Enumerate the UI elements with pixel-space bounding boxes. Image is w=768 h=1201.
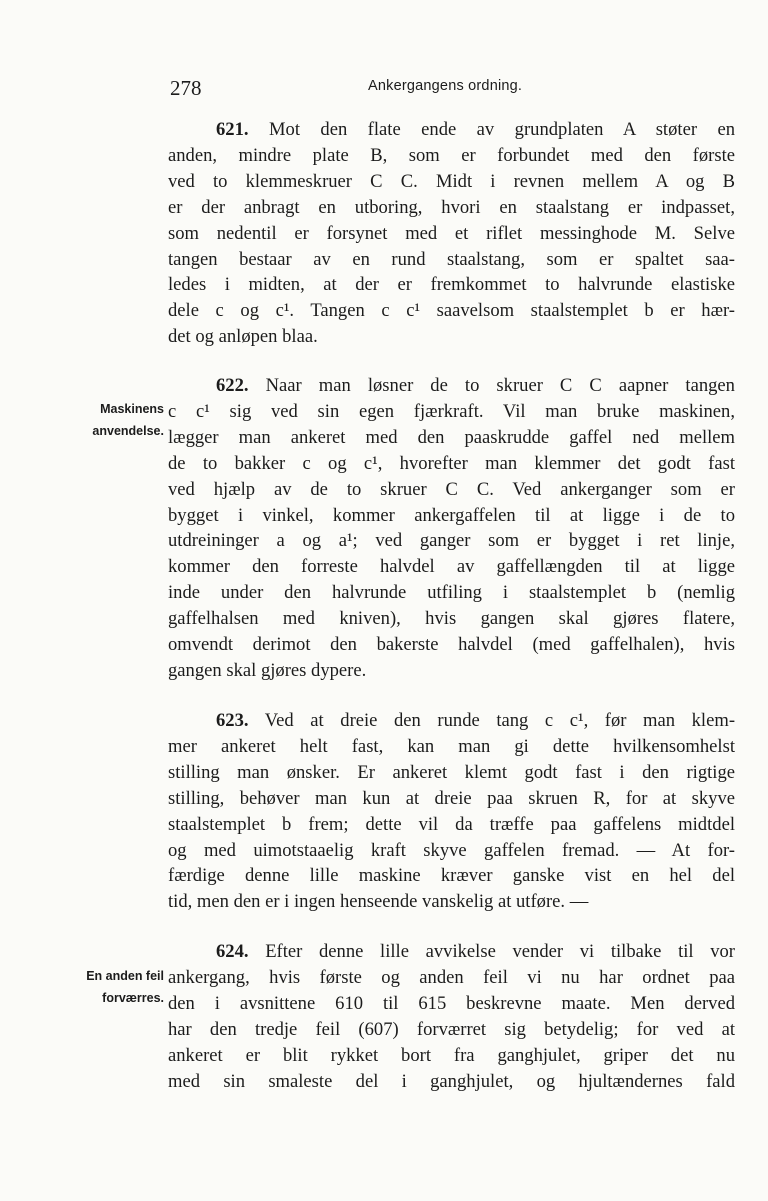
paragraph-line	[168, 373, 735, 399]
paragraph-624	[168, 939, 735, 1094]
running-title: Ankergangens ordning.	[368, 78, 523, 94]
paragraph-line: ankeret er blit rykket bort fra ganghjulet, griper det nu	[168, 1044, 735, 1066]
paragraph-623	[168, 708, 735, 915]
paragraph-line	[168, 939, 735, 965]
margin-note	[80, 398, 164, 442]
paragraph-number: 624.	[216, 941, 249, 962]
paragraph-line: kommer den forreste halvdel av gaffellængden til at ligge	[168, 556, 735, 578]
paragraph-line	[168, 117, 735, 143]
paragraph-line: færdige denne lille maskine kræver ganske vist en hel del	[168, 865, 735, 887]
paragraph-line: staalstemplet b frem; dette vil da træffe paa gaffelens midtdel	[168, 813, 735, 835]
page-number: 278	[170, 76, 202, 100]
paragraph-line: omvendt derimot den bakerste halvdel (med gaffelhalen), hvis	[168, 634, 735, 656]
paragraph-number: 622.	[216, 375, 249, 396]
margin-note-line: Maskinens	[100, 402, 164, 416]
paragraph-line: ved to klemmeskruer C C. Midt i revnen mellem A og B	[168, 170, 735, 192]
paragraph-line: lægger man ankeret med den paaskrudde gaffel ned mellem	[168, 426, 735, 448]
paragraph-line: tangen bestaar av en rund staalstang, som er spaltet saa-	[168, 248, 735, 270]
paragraph-line: gangen skal gjøres dypere.	[168, 659, 367, 681]
paragraph-line	[168, 708, 735, 734]
paragraph-line: tid, men den er i ingen henseende vanskelig at utføre. —	[168, 891, 589, 913]
paragraph-line: ledes i midten, at der er fremkommet to halvrunde elastiske	[168, 274, 735, 296]
margin-note-line: anvendelse.	[92, 424, 164, 438]
margin-note	[60, 965, 164, 1009]
paragraph-line: dele c og c¹. Tangen c c¹ saavelsom staalstemplet b er hær-	[168, 300, 735, 322]
paragraph-621	[168, 117, 735, 350]
paragraph-line: er der anbragt en utboring, hvori en staalstang er indpasset,	[168, 196, 735, 218]
paragraph-line: gaffelhalsen med kniven), hvis gangen skal gjøres flatere,	[168, 608, 735, 630]
margin-note-line: En anden feil	[86, 969, 164, 983]
paragraph-line: og med uimotstaaelig kraft skyve gaffelen fremad. — At for-	[168, 839, 735, 861]
paragraph-line: inde under den halvrunde utfiling i staalstemplet b (nemlig	[168, 582, 735, 604]
paragraph-line: ankergang, hvis første og anden feil vi nu har ordnet paa	[168, 966, 735, 988]
paragraph-622	[168, 373, 735, 684]
paragraph-number: 621.	[216, 119, 249, 140]
paragraph-text: Naar man løsner de to skruer C C aapner tangen	[265, 375, 735, 396]
paragraph-text: Mot den flate ende av grundplaten A støter en	[268, 119, 735, 140]
paragraph-line: med sin smaleste del i ganghjulet, og hjultændernes fald	[168, 1070, 735, 1092]
paragraph-line: har den tredje feil (607) forværret sig betydelig; for ved at	[168, 1018, 735, 1040]
paragraph-line: de to bakker c og c¹, hvorefter man klemmer det godt fast	[168, 452, 735, 474]
paragraph-number: 623.	[216, 710, 249, 731]
paragraph-text: Efter denne lille avvikelse vender vi tilbake til vor	[265, 941, 735, 962]
paragraph-line: det og anløpen blaa.	[168, 326, 318, 348]
paragraph-line: bygget i vinkel, kommer ankergaffelen til at ligge i de to	[168, 504, 735, 526]
margin-note-line: forværres.	[102, 991, 164, 1005]
paragraph-line: som nedentil er forsynet med et riflet messinghode M. Selve	[168, 222, 735, 244]
paragraph-text: Ved at dreie den runde tang c c¹, før man klem-	[264, 710, 736, 731]
paragraph-line: anden, mindre plate B, som er forbundet med den første	[168, 144, 735, 166]
paragraph-line: den i avsnittene 610 til 615 beskrevne maate. Men derved	[168, 992, 735, 1014]
paragraph-line: c c¹ sig ved sin egen fjærkraft. Vil man bruke maskinen,	[168, 400, 735, 422]
paragraph-line: utdreininger a og a¹; ved ganger som er bygget i ret linje,	[168, 530, 735, 552]
paragraph-line: ved hjælp av de to skruer C C. Ved ankerganger som er	[168, 478, 735, 500]
paragraph-line: stilling, behøver man kun at dreie paa skruen R, for at skyve	[168, 787, 735, 809]
paragraph-line: stilling man ønsker. Er ankeret klemt godt fast i den rigtige	[168, 761, 735, 783]
paragraph-line: mer ankeret helt fast, kan man gi dette hvilkensomhelst	[168, 735, 735, 757]
